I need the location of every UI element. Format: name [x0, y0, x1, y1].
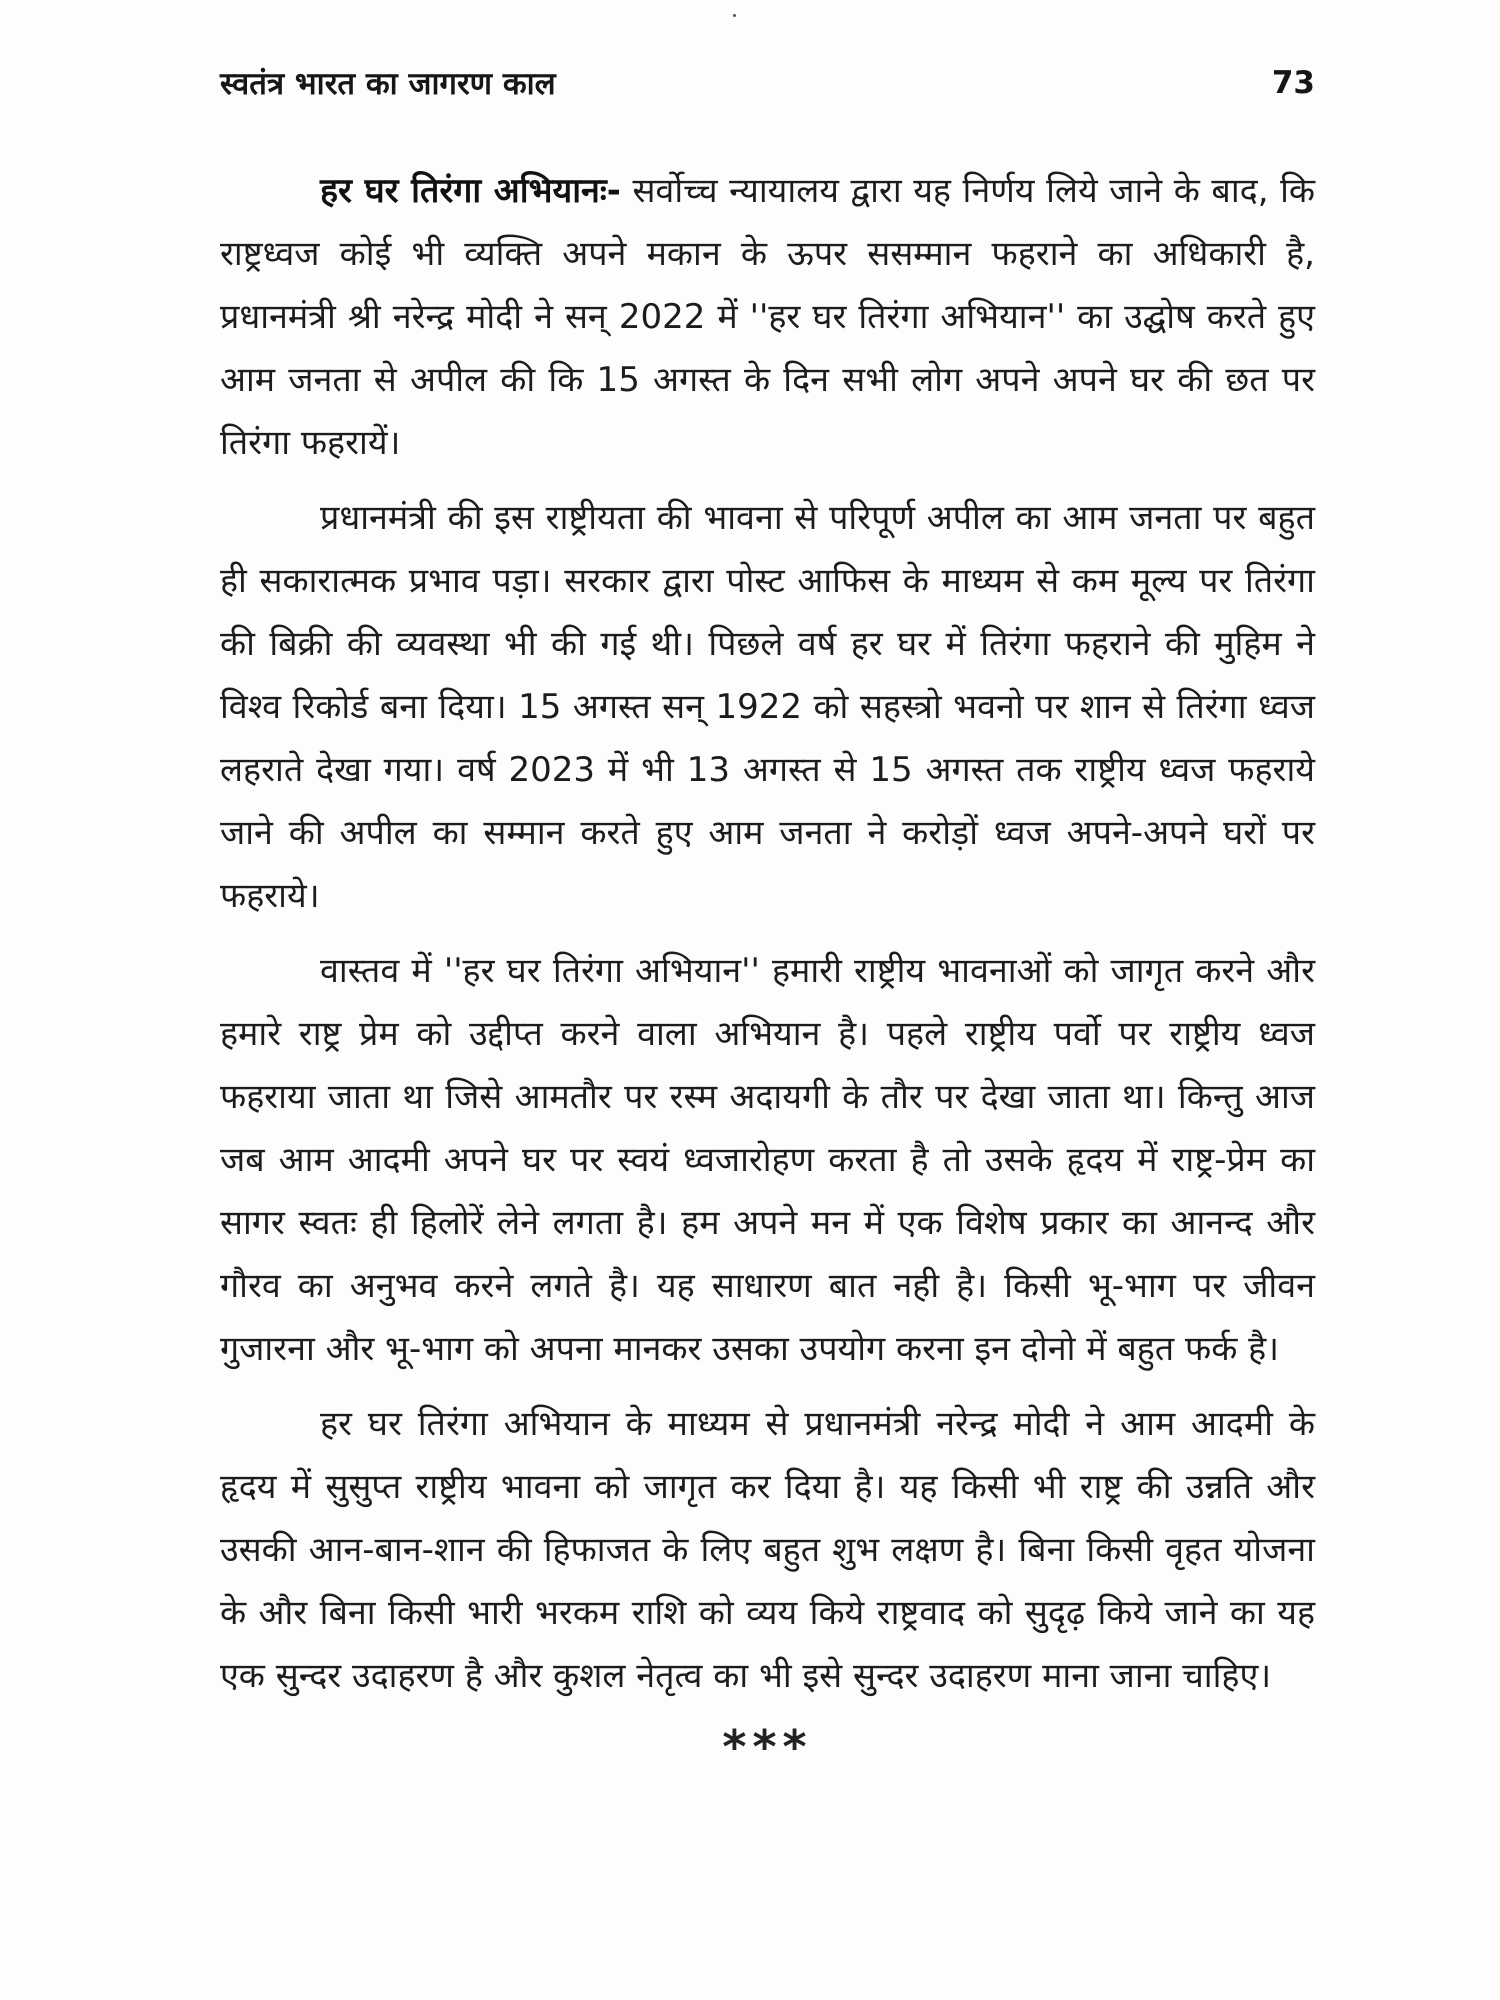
paragraph-1-text: सर्वोच्च न्यायालय द्वारा यह निर्णय लिये जाने के बाद, कि राष्ट्रध्वज कोई भी व्यक्ति अपने मकान के ऊपर ससम्मान फहराने का अधिकारी है, प्रधानमंत्री श्री नरेन्द्र मोदी ने सन् 2022 में ''हर घर तिरंगा अभियान'' का उद्घोष करते हुए आम जनता से अपील की कि 15 अगस्त के दिन सभी लोग अपने अपने घर की छत पर तिरंगा फहरायें। — [220, 171, 1315, 463]
page-body — [220, 160, 1315, 1779]
paragraph-3: वास्तव में ''हर घर तिरंगा अभियान'' हमारी राष्ट्रीय भावनाओं को जागृत करने और हमारे राष्ट्र प्रेम को उद्दीप्त करने वाला अभियान है। पहले राष्ट्रीय पर्वो पर राष्ट्रीय ध्वज फहराया जाता था जिसे आमतौर पर रस्म अदायगी के तौर पर देखा जाता था। किन्तु आज जब आम आदमी अपने घर पर स्वयं ध्वजारोहण करता है तो उसके हृदय में राष्ट्र-प्रेम का सागर स्वतः ही हिलोरें लेने लगता है। हम अपने मन में एक विशेष प्रकार का आनन्द और गौरव का अनुभव करने लगते है। यह साधारण बात नही है। किसी भू-भाग पर जीवन गुजारना और भू-भाग को अपना मानकर उसका उपयोग करना इन दोनो में बहुत फर्क है। — [220, 951, 1315, 1369]
paragraph-1 — [220, 160, 1315, 475]
running-header — [220, 58, 1315, 108]
end-marker: *** — [722, 1720, 813, 1774]
paragraph-4: हर घर तिरंगा अभियान के माध्यम से प्रधानमंत्री नरेन्द्र मोदी ने आम आदमी के हृदय में सुसुप्त राष्ट्रीय भावना को जागृत कर दिया है। यह किसी भी राष्ट्र की उन्नति और उसकी आन-बान-शान की हिफाजत के लिए बहुत शुभ लक्षण है। बिना किसी वृहत योजना के और बिना किसी भारी भरकम राशि को व्यय किये राष्ट्रवाद को सुदृढ़ किये जाने का यह एक सुन्दर उदाहरण है और कुशल नेतृत्व का भी इसे सुन्दर उदाहरण माना जाना चाहिए। — [220, 1404, 1315, 1696]
print-speck — [733, 14, 736, 17]
page-number: 73 — [1271, 65, 1315, 101]
section-heading: हर घर तिरंगा अभियानः- — [320, 171, 621, 211]
book-title: स्वतंत्र भारत का जागरण काल — [220, 66, 556, 102]
paragraph-2: प्रधानमंत्री की इस राष्ट्रीयता की भावना से परिपूर्ण अपील का आम जनता पर बहुत ही सकारात्मक प्रभाव पड़ा। सरकार द्वारा पोस्ट आफिस के माध्यम से कम मूल्य पर तिरंगा की बिक्री की व्यवस्था भी की गई थी। पिछले वर्ष हर घर में तिरंगा फहराने की मुहिम ने विश्व रिकोर्ड बना दिया। 15 अगस्त सन् 1922 को सहस्त्रो भवनो पर शान से तिरंगा ध्वज लहराते देखा गया। वर्ष 2023 में भी 13 अगस्त से 15 अगस्त तक राष्ट्रीय ध्वज फहराये जाने की अपील का सम्मान करते हुए आम जनता ने करोड़ों ध्वज अपने-अपने घरों पर फहराये। — [220, 498, 1315, 916]
